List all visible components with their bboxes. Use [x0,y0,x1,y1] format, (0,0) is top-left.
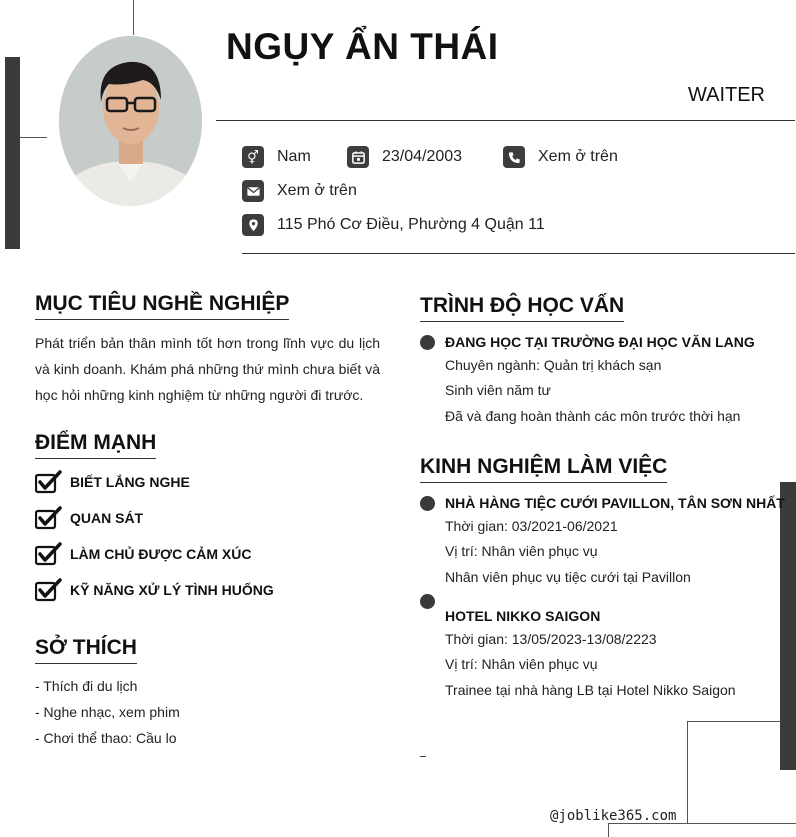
checkbox-checked-icon [35,470,62,494]
header-divider [216,120,795,121]
avatar-photo [59,36,202,206]
education-entry-line: Đã và đang hoàn thành các môn trước thời hạn [445,408,741,424]
hobby-item: - Chơi thể thao: Cầu lo [35,730,177,746]
strength-item [35,542,251,566]
mail-icon [242,180,264,202]
strength-label: BIẾT LẮNG NGHE [70,474,190,490]
address-text: 115 Phó Cơ Điều, Phường 4 Quận 11 [277,216,545,233]
experience-entry-line: Thời gian: 13/05/2023-13/08/2223 [445,631,657,647]
email-text: Xem ở trên [277,182,357,199]
hobby-item: - Thích đi du lịch [35,678,138,694]
experience-entry-line: Vị trí: Nhân viên phục vụ [445,656,598,672]
strength-label: LÀM CHỦ ĐƯỢC CẢM XÚC [70,546,252,562]
checkbox-checked-icon [35,506,62,530]
objective-text: Phát triển bản thân mình tốt hơn trong lĩnh vực du lịch và kinh doanh. Khám phá những thứ mình chưa biết và học hỏi những kinh nghiệm từ những người đi trước. [35,335,380,403]
experience-entry-line: Nhân viên phục vụ tiệc cưới tại Pavillon [445,569,691,585]
decor-top-line [133,0,134,35]
watermark-text: @joblike365.com [550,808,677,824]
contact-birthday [347,146,462,168]
checkbox-checked-icon [35,578,62,602]
decor-corner-box [687,721,781,823]
phone-icon [503,146,525,168]
contact-email [242,180,357,202]
education-entry-line: Sinh viên năm tư [445,382,551,398]
job-title: WAITER [687,84,765,106]
candidate-name: NGỤY ẨN THÁI [226,26,499,67]
checkbox-checked-icon [35,542,62,566]
strength-item [35,470,190,494]
phone-text: Xem ở trên [538,148,618,165]
gender-text: Nam [277,148,311,165]
strength-item [35,578,274,602]
timeline-bullet [420,594,435,609]
gender-icon: ⚥ [242,146,264,168]
strength-label: QUAN SÁT [70,510,144,526]
contact-gender [242,146,311,168]
contact-phone [503,146,618,168]
strength-label: KỸ NĂNG XỬ LÝ TÌNH HUỐNG [70,582,274,598]
experience-entry-line: Vị trí: Nhân viên phục vụ [445,543,598,559]
strengths-title: ĐIỂM MẠNH [35,431,156,459]
avatar [59,36,202,206]
education-entry-line: Chuyên ngành: Quản trị khách sạn [445,357,662,373]
experience-entry-title: NHÀ HÀNG TIỆC CƯỚI PAVILLON, TÂN SƠN NHẤT [445,495,785,511]
decor-left-bar [5,57,20,249]
decor-bottom-tick [608,823,609,837]
experience-entry-title: HOTEL NIKKO SAIGON [445,608,601,624]
location-icon [242,214,264,236]
contact-divider [242,253,795,254]
education-title: TRÌNH ĐỘ HỌC VẤN [420,294,624,322]
timeline-bullet [420,496,435,511]
contact-address [242,214,545,236]
experience-title: KINH NGHIỆM LÀM VIỆC [420,455,667,483]
education-entry-title: ĐANG HỌC TẠI TRƯỜNG ĐẠI HỌC VĂN LANG [445,334,755,350]
calendar-icon [347,146,369,168]
experience-entry-line: Thời gian: 03/2021-06/2021 [445,518,618,534]
timeline-bullet [420,335,435,350]
hobby-item: - Nghe nhạc, xem phim [35,704,180,720]
objective-title: MỤC TIÊU NGHỀ NGHIỆP [35,292,289,320]
decor-dash [420,756,426,757]
hobbies-title: SỞ THÍCH [35,636,137,664]
decor-right-bar [780,482,796,770]
experience-entry-line: Trainee tại nhà hàng LB tại Hotel Nikko Saigon [445,682,736,698]
birthday-text: 23/04/2003 [382,148,463,165]
decor-left-line [20,137,47,138]
strength-item [35,506,143,530]
